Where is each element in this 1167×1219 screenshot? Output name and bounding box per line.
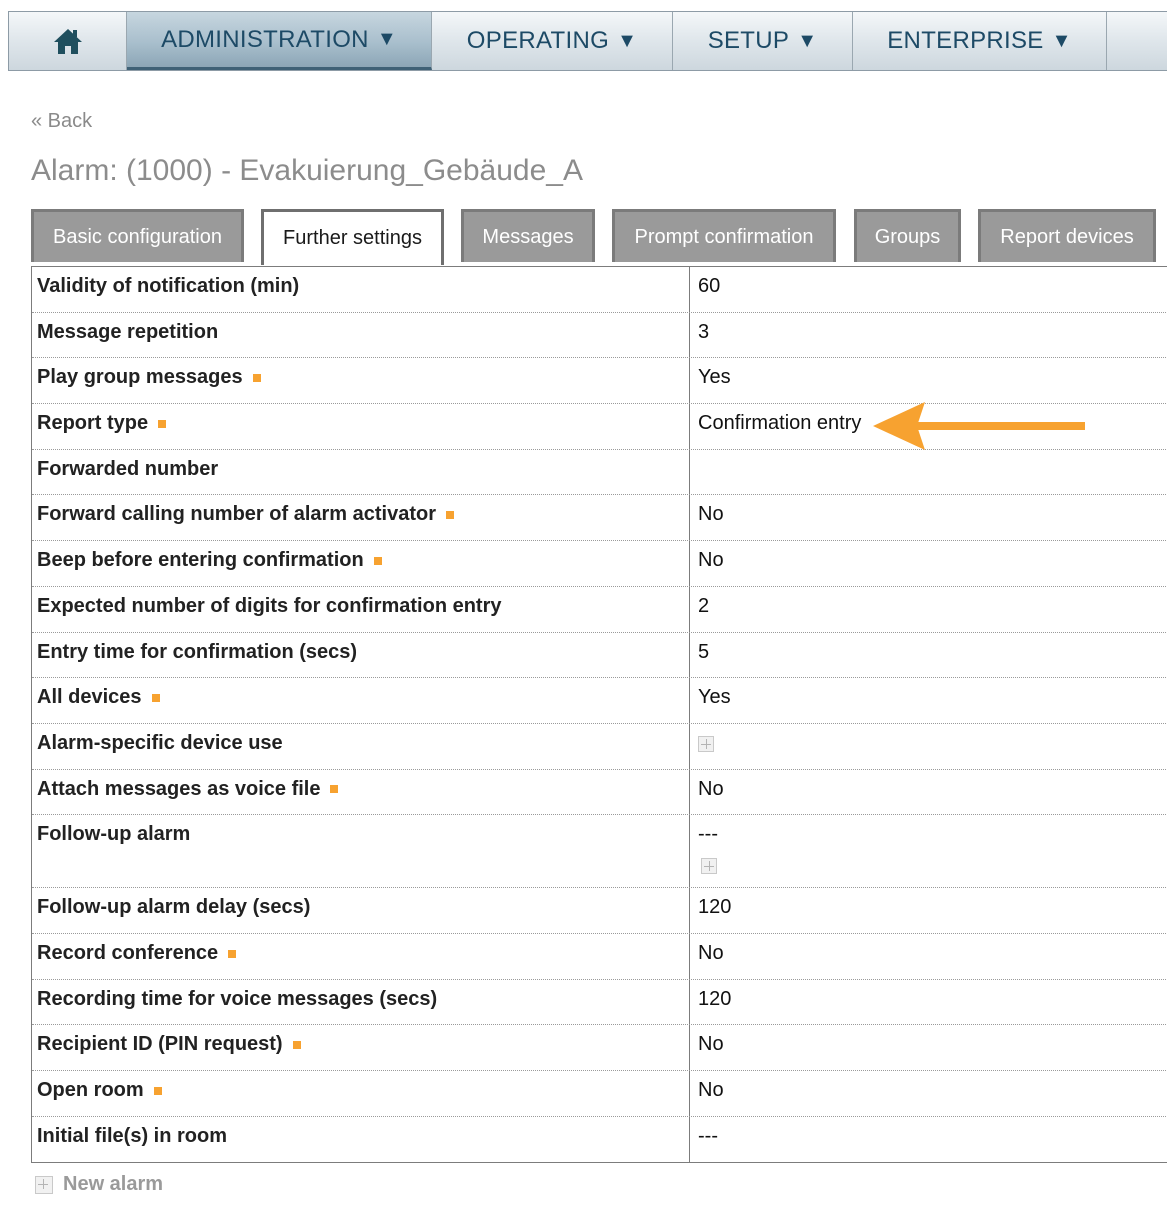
nav-administration-label: ADMINISTRATION [161,25,369,53]
home-button[interactable] [9,12,127,70]
tab-groups[interactable]: Groups [854,209,961,262]
setting-label: Alarm-specific device use [37,731,283,754]
table-row [32,678,1167,724]
setting-label: Recipient ID (PIN request) [37,1033,283,1056]
setting-label: Attach messages as voice file [37,777,321,800]
table-row [32,1117,1167,1163]
setting-label: Forward calling number of alarm activator [37,503,436,526]
setting-value: No [698,777,724,800]
setting-value: No [698,1079,724,1101]
table-row [32,313,1167,359]
setting-value: No [698,503,724,526]
table-row [32,980,1167,1026]
orange-marker-icon [330,785,338,793]
orange-marker-icon [293,1041,301,1049]
setting-value: 60 [698,275,721,297]
nav-setup-label: SETUP [707,27,790,54]
tab-basic-configuration[interactable]: Basic configuration [31,209,244,262]
orange-marker-icon [228,950,236,958]
top-navigation [8,11,1167,71]
new-alarm-label: New alarm [63,1173,164,1195]
new-alarm-button[interactable] [35,1173,163,1196]
table-row [32,587,1167,633]
table-row [32,1025,1167,1071]
setting-value: 2 [698,594,710,617]
chevron-down-icon: ▼ [1051,29,1072,52]
setting-label: Follow-up alarm delay (secs) [37,896,311,919]
table-row [32,888,1167,934]
setting-label: Entry time for confirmation (secs) [37,640,358,663]
nav-operating-label: OPERATING [466,27,610,54]
table-row [32,450,1167,496]
home-icon [53,26,83,56]
page-title: Alarm: (1000) - Evakuierung_Gebäude_A [31,154,583,187]
tab-prompt-confirmation[interactable]: Prompt confirmation [612,209,836,262]
nav-spacer [1107,12,1167,70]
table-row [32,633,1167,679]
nav-enterprise-label: ENTERPRISE [887,27,1044,54]
setting-label: Beep before entering confirmation [37,549,364,572]
setting-label: Initial file(s) in room [37,1124,228,1147]
table-row [32,1071,1167,1117]
setting-value: 5 [698,640,710,663]
orange-marker-icon [158,420,166,428]
chevron-down-icon: ▼ [376,28,397,50]
setting-label: Play group messages [37,366,243,389]
tab-messages[interactable]: Messages [461,209,595,262]
setting-value: --- [698,1124,718,1147]
setting-label: Message repetition [37,320,219,343]
setting-label: Follow-up alarm [37,823,191,846]
setting-value: --- [698,823,718,846]
orange-marker-icon [446,511,454,519]
nav-enterprise[interactable] [853,12,1107,70]
nav-operating[interactable] [432,12,673,70]
setting-label: Expected number of digits for confirmation entry [37,594,502,617]
table-row [32,934,1167,980]
setting-label: Recording time for voice messages (secs) [37,987,438,1010]
table-row [32,267,1167,313]
nav-setup[interactable] [673,12,853,70]
setting-value: No [698,941,724,964]
setting-value: 120 [698,896,732,919]
annotation-arrow-icon [873,400,1088,452]
setting-value: Yes [698,686,731,709]
setting-label: Record conference [37,941,219,964]
setting-label: All devices [37,686,142,709]
setting-value [690,450,1167,495]
setting-label: Report type [37,412,149,435]
chevron-down-icon: ▼ [797,29,818,52]
table-row [32,770,1167,816]
plus-box-icon [35,1176,53,1194]
setting-label: Open room [37,1079,144,1101]
chevron-down-icon: ▼ [617,29,638,52]
back-link[interactable]: « Back [31,110,93,132]
table-row [32,358,1167,404]
table-row [32,815,1167,888]
setting-value: Yes [698,366,731,389]
tab-further-settings[interactable]: Further settings [261,209,444,265]
setting-value: No [698,1033,724,1056]
setting-label: Forwarded number [37,457,219,480]
table-row [32,724,1167,770]
setting-value: 120 [698,987,732,1010]
setting-label: Validity of notification (min) [37,275,300,297]
orange-marker-icon [152,694,160,702]
table-row [32,495,1167,541]
nav-administration[interactable] [127,12,432,70]
orange-marker-icon [253,374,261,382]
setting-value: Confirmation entry [698,412,862,435]
table-row [32,541,1167,587]
tab-bar [31,209,1167,264]
orange-marker-icon [374,557,382,565]
plus-box-icon[interactable] [698,736,714,752]
setting-value: No [698,549,724,572]
tab-report-devices[interactable]: Report devices [978,209,1156,262]
plus-box-icon[interactable] [701,858,717,874]
orange-marker-icon [154,1087,162,1095]
setting-value: 3 [698,320,710,343]
